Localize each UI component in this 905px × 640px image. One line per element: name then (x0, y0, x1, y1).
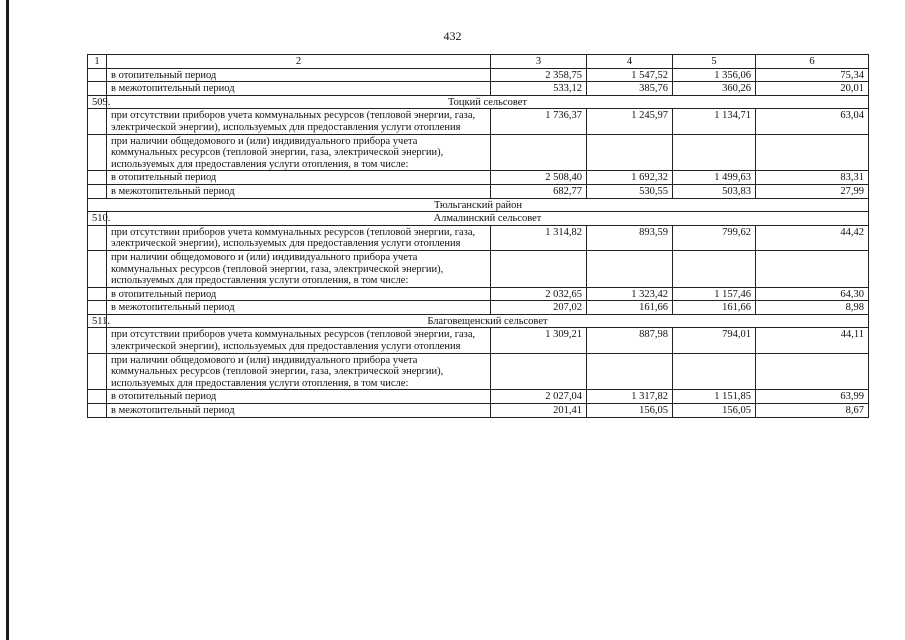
value-col-6: 64,30 (756, 287, 869, 301)
row-number (88, 287, 107, 301)
value-col-4: 1 323,42 (587, 287, 673, 301)
row-description: в отопительный период (107, 287, 491, 301)
value-col-5: 1 356,06 (673, 68, 756, 82)
row-description: в отопительный период (107, 68, 491, 82)
value-col-4: 156,05 (587, 404, 673, 418)
value-col-5: 161,66 (673, 301, 756, 315)
value-col-4: 887,98 (587, 328, 673, 353)
section-number: 509. (88, 95, 107, 109)
table-row (88, 250, 869, 287)
table-row (88, 82, 869, 96)
row-number (88, 353, 107, 390)
value-col-4: 530,55 (587, 184, 673, 198)
value-col-6: 83,31 (756, 171, 869, 185)
row-number (88, 328, 107, 353)
row-number (88, 171, 107, 185)
value-col-5: 1 151,85 (673, 390, 756, 404)
table-row (88, 287, 869, 301)
row-description: в отопительный период (107, 390, 491, 404)
district-title: Тюльганский район (88, 198, 869, 212)
table-body (88, 55, 869, 418)
table-row (88, 353, 869, 390)
value-col-4: 1 245,97 (587, 109, 673, 134)
value-col-4: 1 692,32 (587, 171, 673, 185)
section-row (88, 314, 869, 328)
value-col-6: 63,99 (756, 390, 869, 404)
value-col-4 (587, 353, 673, 390)
value-col-4: 1 547,52 (587, 68, 673, 82)
value-col-4 (587, 134, 673, 171)
value-col-3: 1 736,37 (491, 109, 587, 134)
row-number (88, 301, 107, 315)
row-description: в межотопительный период (107, 82, 491, 96)
header-col-5: 5 (673, 55, 756, 69)
row-number (88, 134, 107, 171)
row-description: в межотопительный период (107, 184, 491, 198)
value-col-3: 2 508,40 (491, 171, 587, 185)
section-number: 510. (88, 212, 107, 226)
value-col-4: 161,66 (587, 301, 673, 315)
district-row (88, 198, 869, 212)
value-col-3 (491, 134, 587, 171)
value-col-5: 794,01 (673, 328, 756, 353)
value-col-4 (587, 250, 673, 287)
table-row (88, 404, 869, 418)
row-number (88, 250, 107, 287)
row-description: в межотопительный период (107, 301, 491, 315)
row-number (88, 68, 107, 82)
row-number (88, 404, 107, 418)
value-col-3: 2 358,75 (491, 68, 587, 82)
value-col-5: 799,62 (673, 225, 756, 250)
table-row (88, 225, 869, 250)
row-description: при наличии общедомового и (или) индивидуального прибора учета коммунальных ресурсов (тепловой энергии, газа, электрической энергии), используемых для предоставления услуги отопления, в том числе: (107, 134, 491, 171)
table-row (88, 328, 869, 353)
table-row (88, 171, 869, 185)
value-col-6: 8,98 (756, 301, 869, 315)
value-col-3 (491, 250, 587, 287)
value-col-3: 2 027,04 (491, 390, 587, 404)
row-number (88, 82, 107, 96)
value-col-4: 385,76 (587, 82, 673, 96)
row-description: при наличии общедомового и (или) индивидуального прибора учета коммунальных ресурсов (тепловой энергии, газа, электрической энергии), используемых для предоставления услуги отопления, в том числе: (107, 250, 491, 287)
header-col-4: 4 (587, 55, 673, 69)
row-number (88, 225, 107, 250)
value-col-6: 44,11 (756, 328, 869, 353)
row-description: при отсутствии приборов учета коммунальных ресурсов (тепловой энергии, газа, электрической энергии), используемых для предоставления услуги отопления (107, 225, 491, 250)
value-col-4: 893,59 (587, 225, 673, 250)
value-col-5: 156,05 (673, 404, 756, 418)
row-description: в отопительный период (107, 171, 491, 185)
table-row (88, 134, 869, 171)
section-title: Благовещенский сельсовет (107, 314, 869, 328)
row-description: в межотопительный период (107, 404, 491, 418)
value-col-3: 533,12 (491, 82, 587, 96)
value-col-6: 20,01 (756, 82, 869, 96)
value-col-5: 503,83 (673, 184, 756, 198)
header-col-2: 2 (107, 55, 491, 69)
table-row (88, 184, 869, 198)
table-row (88, 109, 869, 134)
value-col-5: 1 134,71 (673, 109, 756, 134)
row-number (88, 109, 107, 134)
section-title: Тоцкий сельсовет (107, 95, 869, 109)
value-col-5: 360,26 (673, 82, 756, 96)
value-col-3 (491, 353, 587, 390)
table-row (88, 68, 869, 82)
value-col-3: 682,77 (491, 184, 587, 198)
section-row (88, 95, 869, 109)
value-col-5: 1 157,46 (673, 287, 756, 301)
value-col-5: 1 499,63 (673, 171, 756, 185)
header-col-3: 3 (491, 55, 587, 69)
value-col-6: 8,67 (756, 404, 869, 418)
section-number: 511. (88, 314, 107, 328)
value-col-5 (673, 353, 756, 390)
value-col-6: 63,04 (756, 109, 869, 134)
value-col-3: 1 309,21 (491, 328, 587, 353)
row-description: при отсутствии приборов учета коммунальных ресурсов (тепловой энергии, газа, электрической энергии), используемых для предоставления услуги отопления (107, 328, 491, 353)
section-row (88, 212, 869, 226)
value-col-6: 27,99 (756, 184, 869, 198)
tariff-table (87, 54, 869, 418)
table-header-row (88, 55, 869, 69)
value-col-3: 201,41 (491, 404, 587, 418)
table-row (88, 390, 869, 404)
value-col-6 (756, 353, 869, 390)
value-col-6 (756, 250, 869, 287)
section-title: Алмалинский сельсовет (107, 212, 869, 226)
header-col-6: 6 (756, 55, 869, 69)
row-description: при отсутствии приборов учета коммунальных ресурсов (тепловой энергии, газа, электрической энергии), используемых для предоставления услуги отопления (107, 109, 491, 134)
value-col-3: 207,02 (491, 301, 587, 315)
value-col-5 (673, 134, 756, 171)
table-row (88, 301, 869, 315)
row-description: при наличии общедомового и (или) индивидуального прибора учета коммунальных ресурсов (тепловой энергии, газа, электрической энергии), используемых для предоставления услуги отопления, в том числе: (107, 353, 491, 390)
value-col-6 (756, 134, 869, 171)
page-left-edge (6, 0, 9, 640)
page-number: 432 (443, 29, 462, 43)
header-col-1: 1 (88, 55, 107, 69)
value-col-5 (673, 250, 756, 287)
value-col-6: 44,42 (756, 225, 869, 250)
value-col-3: 2 032,65 (491, 287, 587, 301)
value-col-3: 1 314,82 (491, 225, 587, 250)
value-col-6: 75,34 (756, 68, 869, 82)
row-number (88, 184, 107, 198)
row-number (88, 390, 107, 404)
value-col-4: 1 317,82 (587, 390, 673, 404)
